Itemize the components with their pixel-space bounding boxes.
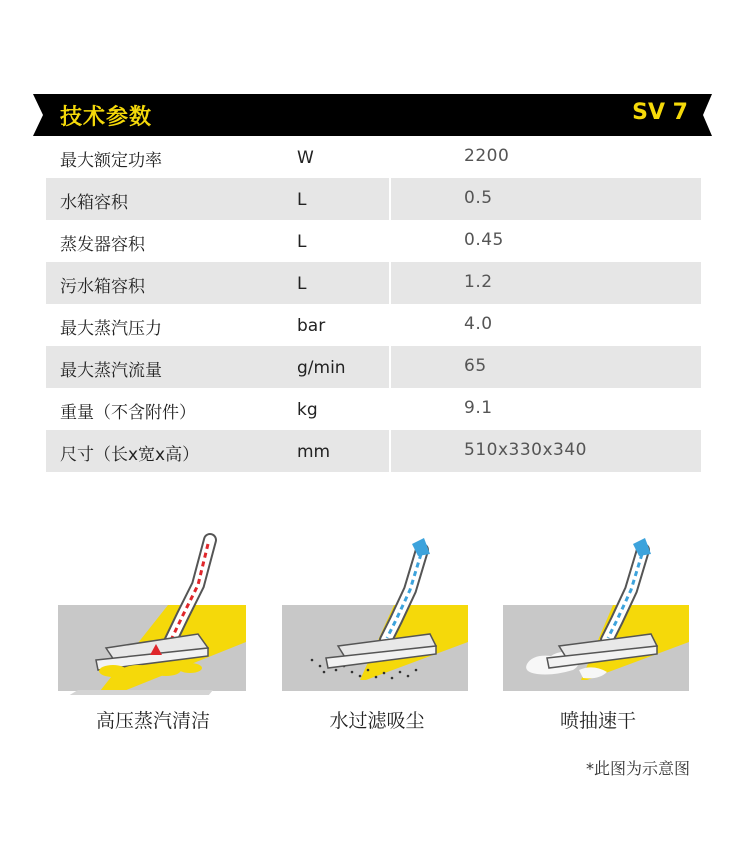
spec-unit: kg xyxy=(297,400,318,420)
spec-name: 最大蒸汽流量 xyxy=(60,361,162,381)
spray-extraction-icon xyxy=(503,530,693,695)
feature-water-filter-vacuum xyxy=(282,530,472,695)
spec-row xyxy=(46,346,701,388)
spec-name: 水箱容积 xyxy=(60,193,128,213)
spec-value: 1.2 xyxy=(464,272,493,292)
spec-header xyxy=(0,94,750,136)
column-divider xyxy=(389,346,391,388)
column-divider xyxy=(389,178,391,220)
spec-value: 2200 xyxy=(464,146,510,166)
feature-spray-extraction xyxy=(503,530,693,695)
model-name: SV 7 xyxy=(632,100,688,125)
steam-cleaning-icon xyxy=(58,530,248,695)
spec-row xyxy=(46,430,701,472)
spec-name: 最大蒸汽压力 xyxy=(60,319,162,339)
spec-value: 9.1 xyxy=(464,398,493,418)
spec-unit: mm xyxy=(297,442,331,462)
column-divider xyxy=(389,262,391,304)
feature-label: 喷抽速干 xyxy=(559,710,636,732)
spec-unit: W xyxy=(297,148,314,168)
feature-steam-cleaning xyxy=(58,530,248,695)
spec-value: 4.0 xyxy=(464,314,493,334)
spec-row xyxy=(46,178,701,220)
spec-name: 蒸发器容积 xyxy=(60,235,145,255)
spec-unit: L xyxy=(297,274,307,294)
spec-row xyxy=(46,388,701,430)
illustration-note: *此图为示意图 xyxy=(585,759,690,778)
spec-name: 最大额定功率 xyxy=(60,151,162,171)
spec-row xyxy=(46,262,701,304)
spec-row xyxy=(46,136,701,178)
spec-value: 0.5 xyxy=(464,188,493,208)
spec-unit: g/min xyxy=(297,358,346,378)
spec-unit: L xyxy=(297,232,307,252)
feature-label: 水过滤吸尘 xyxy=(329,710,425,732)
feature-label: 高压蒸汽清洁 xyxy=(95,710,210,732)
header-title: 技术参数 xyxy=(60,105,153,130)
spec-value: 0.45 xyxy=(464,230,504,250)
spec-table xyxy=(46,136,701,472)
spec-value: 510x330x340 xyxy=(464,440,587,460)
spec-unit: L xyxy=(297,190,307,210)
spec-name: 尺寸（长x宽x高） xyxy=(60,445,200,465)
spec-row xyxy=(46,304,701,346)
spec-name: 重量（不含附件） xyxy=(60,403,196,423)
spec-value: 65 xyxy=(464,356,487,376)
spec-unit: bar xyxy=(297,316,326,336)
spec-name: 污水箱容积 xyxy=(60,277,145,297)
water-filter-vacuum-icon xyxy=(282,530,472,695)
spec-row xyxy=(46,220,701,262)
column-divider xyxy=(389,430,391,472)
